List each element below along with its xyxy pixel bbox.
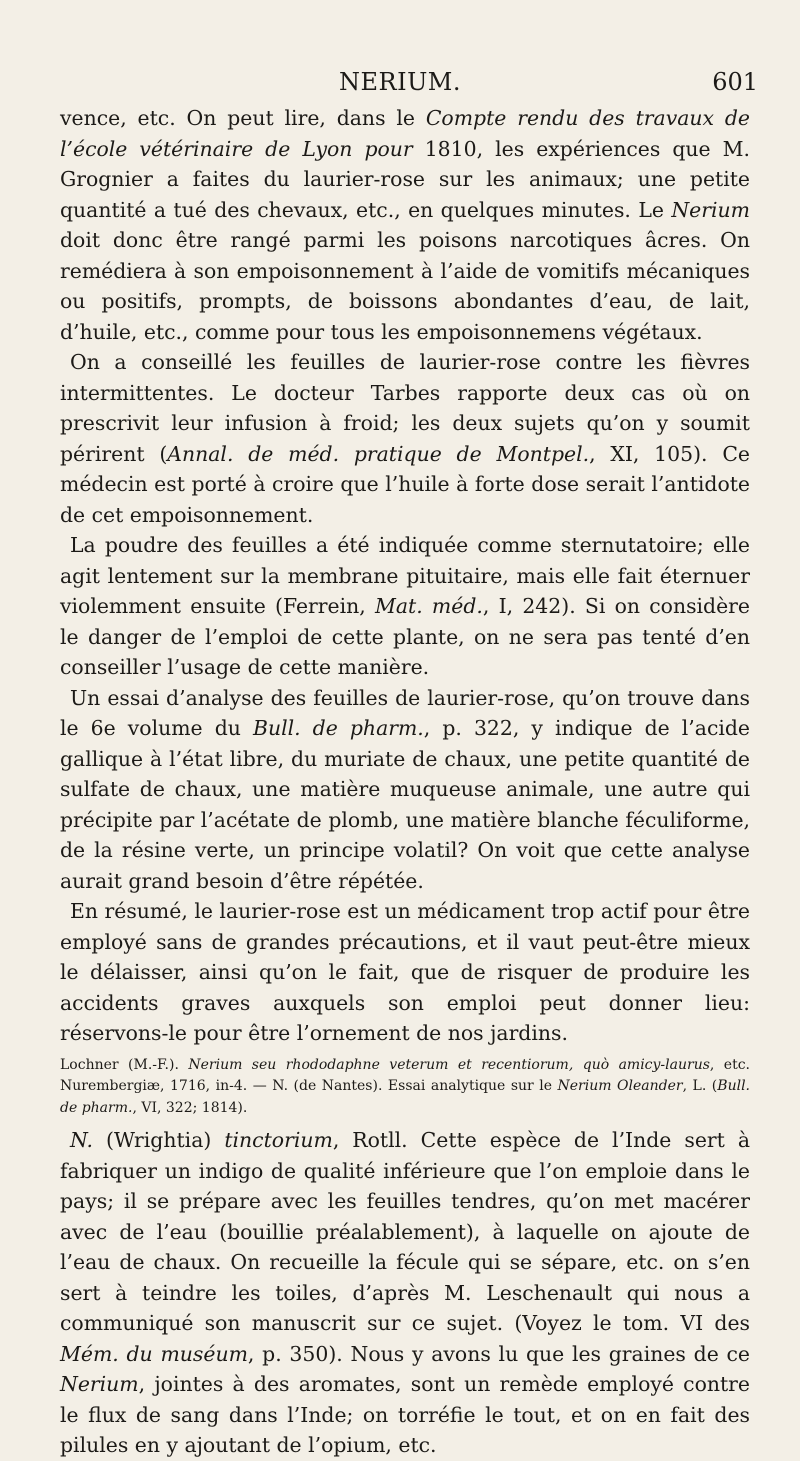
- text-run: Un essai d’analyse des feuilles de laurier-rose, qu’on trouve dans le 6e volume du: [60, 685, 750, 740]
- text-run: vence, etc. On peut lire, dans le: [60, 106, 426, 130]
- paragraph-4: [60, 683, 750, 897]
- italic-run: Mém. du muséum: [60, 1341, 248, 1366]
- text-run: 1810, les expériences que M. Grognier a faites du laurier-rose sur les animaux; une petite quantité a tué des chevaux, etc., en quelques minutes. Le: [60, 136, 750, 222]
- italic-run: N.: [70, 1128, 94, 1152]
- body-text: [60, 103, 750, 1461]
- page-header: [0, 62, 800, 102]
- text-run: (Wrightia): [93, 1128, 225, 1152]
- italic-run: Nerium seu rhododaphne veterum et recentiorum, quò amicy-laurus: [188, 1056, 710, 1073]
- text-run: La poudre des feuilles a été indiquée comme sternutatoire; elle agit lentement sur la membrane pituitaire, mais elle fait éternuer violemment ensuite (Ferrein,: [60, 533, 750, 618]
- text-run: , I, 242). Si on considère le danger de l’emploi de cette plante, on ne sera pas tenté d’en conseiller l’usage de cette manière.: [60, 594, 750, 679]
- text-run: , L. (: [682, 1078, 718, 1094]
- italic-run: Annal. de méd. pratique de Montpel.: [167, 441, 590, 466]
- text-run: , etc. Nurembergiæ, 1716, in-4. — N. (de Nantes). Essai analytique sur le: [60, 1056, 751, 1094]
- text-run: , VI, 322; 1814).: [132, 1099, 248, 1116]
- text-run: , Rotll. Cette espèce de l’Inde sert à fabriquer un indigo de qualité inférieure que l’on emploie dans le pays; il se prépare avec les feuilles tendres, qu’on met macérer avec de l’eau (bouillie préalablement), à laquelle on ajoute de l’eau de chaux. On recueille la fécule qui se sépare, etc. on s’en sert à teindre les toiles, d’après M. Leschenault qui nous a communiqué son manuscrit sur ce sujet. (Voyez le tom. VI des: [60, 1128, 750, 1335]
- text-run: , jointes à des aromates, sont un remède employé contre le flux de sang dans l’Inde; on torréfie le tout, et on en fait des pilules en y ajoutant de l’opium, etc.: [60, 1372, 750, 1457]
- text-run: , XI, 105). Ce médecin est porté à croire que l’huile à forte dose serait l’antidote de cet empoisonnement.: [60, 441, 750, 527]
- paragraph-5: [60, 896, 750, 1049]
- italic-run: Bull. de pharm.: [60, 1078, 750, 1116]
- italic-run: tinctorium: [224, 1128, 333, 1152]
- italic-run: Bull. de pharm.: [252, 716, 424, 740]
- italic-run: Nerium: [60, 1372, 139, 1396]
- text-run: Lochner (M.-F.).: [60, 1056, 189, 1073]
- italic-run: Nerium Oleander: [557, 1078, 683, 1094]
- page-number: 601: [712, 68, 758, 96]
- text-run: En résumé, le laurier-rose est un médicament trop actif pour être employé sans de grandes précautions, et il vaut peut-être mieux le délaisser, ainsi qu’on le fait, que de risquer de produire les accidents graves auxquels son emploi peut donner lieu: réservons-le pour être l’ornement de nos jardins.: [60, 899, 750, 1045]
- text-run: On a conseillé les feuilles de laurier-rose contre les fièvres intermittentes. Le docteur Tarbes rapporte deux cas où on prescrivit leur infusion à froid; les deux sujets qu’on y soumit périrent (: [60, 350, 750, 466]
- paragraph-3: [60, 530, 750, 683]
- text-run: , p. 350). Nous y avons lu que les graines de ce: [247, 1341, 750, 1366]
- paragraph-6: [60, 1125, 750, 1461]
- running-title: NERIUM.: [339, 68, 461, 96]
- italic-run: Compte rendu des travaux de l’école vétérinaire de Lyon pour: [60, 106, 750, 161]
- paragraph-2: [60, 347, 750, 530]
- italic-run: Mat. méd.: [374, 594, 483, 618]
- text-run: , p. 322, y indique de l’acide gallique à l’état libre, du muriate de chaux, une petite quantité de sulfate de chaux, une matière muqueuse animale, une autre qui précipite par l’acétate de plomb, une matière blanche féculiforme, de la résine verte, un principe volatil? On voit que cette analyse aurait grand besoin d’être répétée.: [60, 716, 750, 893]
- italic-run: Nerium: [671, 197, 750, 222]
- paragraph-1: [60, 103, 750, 347]
- bibliography-note: [60, 1055, 750, 1120]
- text-run: doit donc être rangé parmi les poisons narcotiques âcres. On remédiera à son empoisonnement à l’aide de vomitifs mécaniques ou positifs, prompts, de boissons abondantes d’eau, de lait, d’huile, etc., comme pour tous les empoisonnemens végétaux.: [60, 228, 750, 344]
